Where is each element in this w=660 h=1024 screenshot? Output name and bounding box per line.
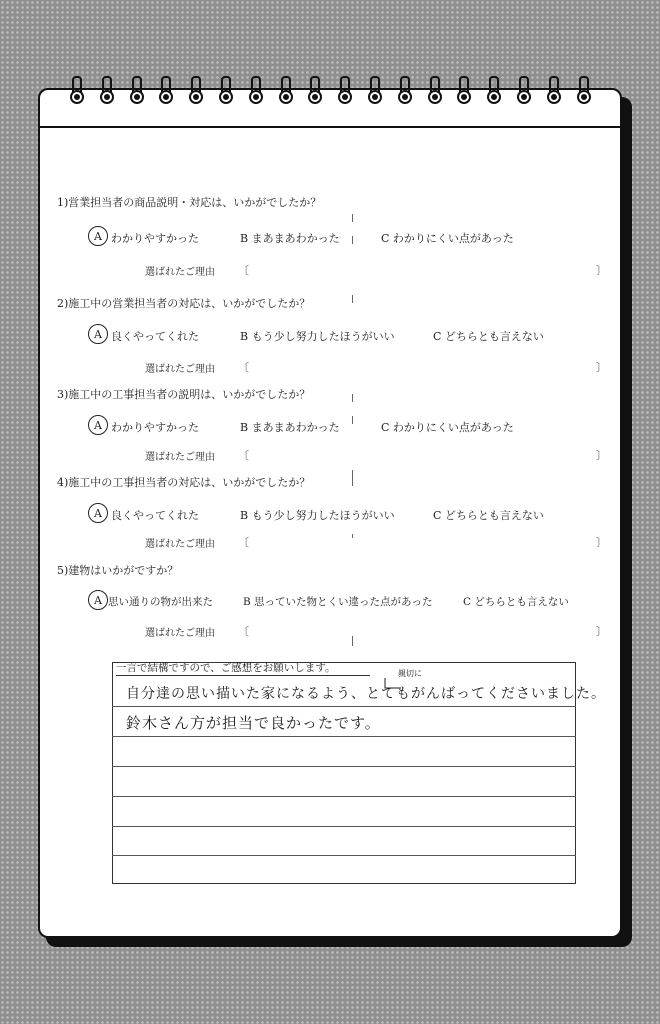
spiral-ring [221,76,229,112]
choice-b-text: B まあまあわかった [240,232,340,245]
choice-c-text: C どちらとも言えない [433,330,544,343]
choice-b-text: B まあまあわかった [240,421,340,434]
reason-bracket-open: 〔 [238,449,249,462]
spiral-ring [519,76,527,112]
spiral-ring [489,76,497,112]
reason-bracket-close: 〕 [596,625,607,638]
choice-a-letter: A [94,230,102,243]
reason-bracket-open: 〔 [238,264,249,277]
reason-bracket-open: 〔 [238,536,249,549]
choice-a-letter: A [94,419,102,432]
spiral-ring [161,76,169,112]
reason-bracket-open: 〔 [238,625,249,638]
handwritten-comment-line-2: 鈴木さん方が担当で良かったです。 [126,714,381,732]
spiral-ring [191,76,199,112]
comment-rule-line [112,706,576,707]
comment-rule-line [112,736,576,737]
question-2-label: 2)施工中の営業担当者の対応は、いかがでしたか？ [57,297,311,310]
reason-bracket-close: 〕 [596,536,607,549]
comment-rule-line [112,855,576,856]
spiral-ring [370,76,378,112]
choice-a-letter: A [94,507,102,520]
choice-a-text: わかりやすかった [111,232,199,245]
fold-mark [352,214,353,222]
question-3-label: 3)施工中の工事担当者の説明は、いかがでしたか？ [57,388,311,401]
spiral-ring [430,76,438,112]
spiral-ring [102,76,110,112]
fold-mark [352,636,353,646]
choice-c-text: C わかりにくい点があった [381,421,514,434]
reason-bracket-close: 〕 [596,361,607,374]
question-4-label: 4)施工中の工事担当者の対応は、いかがでしたか？ [57,476,311,489]
reason-label: 選ばれたご理由 [145,267,215,278]
question-1-label: 1)営業担当者の商品説明・対応は、いかがでしたか？ [57,196,322,209]
spiral-ring [400,76,408,112]
reason-bracket-close: 〕 [596,449,607,462]
spiral-ring [281,76,289,112]
reason-bracket-close: 〕 [596,264,607,277]
choice-a-text: 思い通りの物が出来た [108,596,213,608]
comment-rule-line [112,826,576,827]
spiral-ring [340,76,348,112]
spiral-ring [310,76,318,112]
choice-c-text: C どちらとも言えない [433,509,544,522]
question-5-label: 5)建物はいかがですか？ [57,564,179,577]
choice-a-text: 良くやってくれた [111,509,199,522]
handwritten-comment-line-1: 自分達の思い描いた家になるよう、とてもがんばってくださいました。 [126,686,606,702]
fold-mark [352,416,353,424]
choice-b-text: B 思っていた物とくい違った点があった [243,596,433,608]
reason-label: 選ばれたご理由 [145,452,215,463]
comment-prompt: 一言で結構ですので、ご感想をお願いします。 [116,662,336,674]
spiral-ring [72,76,80,112]
choice-b-text: B もう少し努力したほうがいい [240,509,395,522]
choice-a-letter: A [94,594,102,607]
spiral-ring [579,76,587,112]
reason-label: 選ばれたご理由 [145,628,215,639]
choice-b-text: B もう少し努力したほうがいい [240,330,395,343]
comment-rule-line [112,766,576,767]
fold-mark [352,470,353,486]
choice-a-letter: A [94,328,102,341]
reason-label: 選ばれたご理由 [145,364,215,375]
spiral-ring [459,76,467,112]
fold-mark [352,295,353,303]
spiral-ring [132,76,140,112]
fold-mark [352,236,353,244]
handwritten-insertion: 親切に [398,669,422,678]
comment-prompt-underline [116,675,370,676]
choice-a-text: 良くやってくれた [111,330,199,343]
spiral-ring [549,76,557,112]
spiral-ring [251,76,259,112]
comment-rule-line [112,796,576,797]
fold-mark [352,534,353,538]
fold-mark [352,394,353,402]
choice-a-text: わかりやすかった [111,421,199,434]
reason-label: 選ばれたご理由 [145,539,215,550]
notebook-binding-line [40,126,620,128]
reason-bracket-open: 〔 [238,361,249,374]
choice-c-text: C どちらとも言えない [463,596,569,608]
choice-c-text: C わかりにくい点があった [381,232,514,245]
